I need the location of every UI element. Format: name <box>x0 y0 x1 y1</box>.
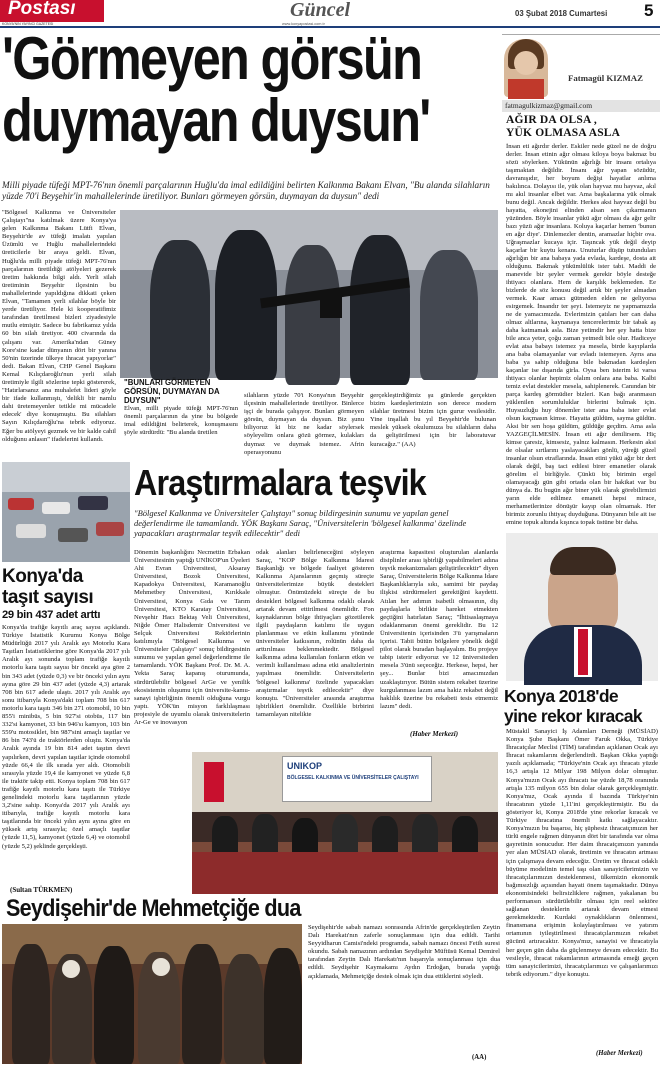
logo-subtitle: KONYA'NIN YAYINCI GAZETESİ <box>2 22 54 26</box>
export-credit: (Haber Merkezi) <box>596 1050 643 1057</box>
column-title-line1: AĞIR DA OLSA , <box>506 114 597 126</box>
traffic-body: Konya'da trafiğe kayıtlı araç sayısı açıklandı. Türkiye İstatistik Kurumu Konya Bölge Müdürlüğü 2017 yılı Aralık ayı Motorlu Kara Taşıtları İstatistiklerine göre Konya'da 2017 yılı Aralık ayı sonunda toplam trafiğe kayıtlı motorlu kara taşıtı sayısı bir önceki aya göre 2 bin 343 adet (yüzde 0,3) ve bir önceki yılın aynı ayına göre 29 bin 437 adet (yüzde 4,3) artarak 708 bin 617 adede ulaştı. 2017 yılı Aralık ayı sonu itibarıyla Konya'daki toplam 708 bin 617 motorlu kara taşıtı 346 bin 271 otomobil, 10 bin 855'i minibüs, 5 bin 927'si otobüs, 117 bin 332'si kamyonet, 33 bin 946'sı kamyon, 103 bin 559'u motosiklet, bin 987'sini amaçlı taşıtlar ve 86 bin 743'ü de traktörlerden oluştu. Konya'da Aralık ayında 19 bin 814 adet taşıtın devri yapılırken, devri yapılan taşıtlar içinde otomobil yüzde 66,4 ile ilk sırada yer aldı. Otomobili sırasıyla yüzde 19,4 ile kamyonet ve yüzde 6,8 ile traktör takip etti. Konya toplam 708 bin 617 trafiğe kayıtlı motorlu kara taşıtı ile Türkiye genelindeki motorlu kara taşıtlarının yüzde 3,2'sine sahip. Konya'da 2017 yılı Aralık ayı itibarıyla, trafiğe kayıtlı motorlu kara taşıtlarında bir önceki yılın aynı ayına göre en yüksek artış sırasıyla; özel amaçlı taşıtlar (yüzde 11,5), kamyonet (yüzde 6,4) ve otomobil (yüzde 5,2) şeklinde gerçekleşti. <box>2 624 130 850</box>
column-body: İnsan eti ağırdır derler. Eskiler nede güzel ne de doğru derler. İnsan etinin ağır olması kiloya boya bakmaz bu sözü söylerken. Yükünün ağırlığı bir insanı ortalıya taşımaktan değildir. İnsanı ağır yapan sözüdür, davranışıdır, her boyum değişi hayatlar anlıma bakılınca. Dolayısı ile, yük olan hayvaz mu hayvaz, akıl mı akıl insanlar elbet var. Ama başkalarına yük olmak bunu değil. Ancak değildir. Herkes aksi hayvaz değil bu hayatta, ekonejini elinden alsan sen çıkarmanın yüzünden. Böyle insanlar yükü ağır olması da ağır gelir bazı yüzü ağır insanlara. Koluya kaçarlar hemen 'bunun en ağır diye'. Dinlemezler dentin, aramazlar hiçbir ova. Uğraşmazlar kucaya içir. Taşıncak yük değil deyip kaçarlar bir kuytu kenara. Unuturlar düşüp tutunduları ağırlığın bir ana babaya yada evlada, kardeşe, dosta ait olduğunu. Bakmak yükümlülük ister tabi. Maddi de manevide bir şeyler vermek gerekir böyle desteğe ihtiyacı olanlara. Hem de karşılık beklemeden. Ee bizlerde de söz konusu değil artık bir şeyler almadan vermek. Kaar amacı gütmeden elden ne geliyorsa esirgemek. İnsandır ter şeyi. İstemeyiz ne yapmamızda ne de yamacımızda. Evlerimizin çatıları her can daha olmaz altlarına, kaynanaya tencerelerimiz bir tabak aş daha katmamak asla. Bize yetimdir her şey hatta bize bile anca yeter, çoğu zaman yetmedi bile olur. Hadiceye evlat atsa babayı istemez ya mesela, birde kayıplarda ana baba olamayanlar var evladı istemeyen. Ayrıs ana baba ya sahip olduğuna bile bakmadan kardeşlen kaçanlar ise dışarıda girla. Oysa ben isterim ki varsa ihtiyacı olanlar hepimiz olalım onlara ana baba. Kalbi temiz evlat destekler mesela, sahiplenerek. Canından bir parça kardeş görmüdier bizleri. Kan bağı aranmasın yüklenilen sorumluluklar birlerini bulmak için. Huysuzluğu huy dönemler ister ana baba ister evlat olsun kaçmasın kimse. Hayatta güldüm, sayma güldün. Aksi bir sen hoşa güldüm, güldüğe geçdim. Ama asla YAZGEÇİLMESİN. İnsan eti ağır denilirsem. Hiç kimse çaresiz, kimsesiz, yalnız kalmasın. Herkesin aksi de olsalar sırtlarını yaslayacakları gönlü, yüreği güzel insanlar olsun etraflarında. İnsan etini yükü ağır bir dert olarak değil, baş taci edilesi birer emanetler olarak görelim el birliğiyle. Çünkü biç birimin ergel olamayacağı gün gibi ortada olan bir hakikat var bu dünya da. Bu bugün ağır biner yük olarak görebilirmizi yarın elde edilmez emaneti hepsi mirace, merhametlerinize dönüşür kayıp olan olmamak. Her birimiz zorunlu ihtiyaç duyduğuna. Dünyanın bile ait ise emine topuk altında kışınca topak üstüne bir daha. <box>506 143 656 526</box>
research-credit: (Haber Merkezi) <box>410 730 459 738</box>
issue-date: 03 Şubat 2018 Cumartesi <box>515 9 608 18</box>
export-headline-line2: yine rekor kıracak <box>504 706 643 726</box>
banner-org: UNIKOP <box>287 761 323 771</box>
author-name: Fatmagül KIZMAZ <box>568 73 644 83</box>
research-photo <box>192 752 498 894</box>
lead-headline-line2: duymayan duysun' <box>2 87 430 154</box>
lead-deck: Milli piyade tüfeği MPT-76'nın önemli parçalarının Huğlu'da imal edildiğini belirten Kalkınma Bakanı Elvan, "Bu alanda silahların yüzde 70'i Beyşehir'in mahallelerinde üretiliyor. Bunları görmeyen görsün, duymayan da duysun" dedi <box>2 180 490 201</box>
prayer-body: Seydişehir'de sabah namazı sonrasında Afrin'de gerçekleştirilen Zeytin Dalı Harekatı'nın zaferle sonuçlanması için dua edildi. Tarihi Seyyidharun Camisi'ndeki programda, sabah namazı öncesi Fetih suresi okundu. Sabah namazının ardından Seydişehir Müftüsü Kemal Demirel tarafından Zeytin Dalı Harekatı'nın başarıyla sonuçlanması için dua edildi. Seydişehir Kaymakamı Aydın Erdoğan, burada yaptığı açıklamada, Mehmetçiğe destek olmak için dua ettiklerini söyledi. <box>308 924 500 980</box>
traffic-subhead: 29 bin 437 adet arttı <box>2 609 101 621</box>
research-column3: araştırma kapasitesi oluşturulan alanlarda disiplinler arası işbirliği yapabilmeleri adına teşvik mekanizmaları geliştirilecektir" diyen Saraç, Üniversitelerin Bölge Kalkınma İdare Başkanlıklarıyla sıkı, samimi bir paydaş ilişkisi sürdürmeleri gerektiğini kaydetti. Atılan her adımın isabetli olmasının, diş paydaşlarla birlikte hareket etmekten geçtiğini hatırlatan Saraç; "İhtisaslaşmaya odaklanmanın önemi gereklidir. Bu 12 Üniversitenin içerisinden 3'ü yarışmaların içerisi. Tabii bütün bölgelere yönelik değil pilot olarak buradan başlayalım. Bu projeye tabip isterir ediyoruz ve 12 üniversiteden mesela 3'ünü seçeceğiz. Herkese, hepsi, her şey... Bunlar bizi amacımızdan uzaklaştırıyor. Bütün sistem rekabet üzerine kurgulanması lazım ama hakiz rekabet değil haklılık üzerine bu rekabeti tesis etmemiz lazım" dedi. <box>380 549 498 710</box>
prayer-credit: (AA) <box>472 1054 487 1061</box>
lead-headline <box>2 25 498 154</box>
lead-caption-body: Elvan, milli piyade tüfeği MPT-76'nın önemli parçalarının da yine bu bölgede imal edildiğini belirterek, konuşmasını şöyle sürdürdü: "Bu alanda üretilen <box>124 405 238 437</box>
lead-column-right: gerçekleştirdiğimiz şu günlerde gerçekten bizim kardeşlerimizin son derece modern silahlar üretmesi bizim için gurur vesilesidir. Yine inşallah bu yıl Beyşehir'de bulunan meslek yüksek okulumuza bu silahların daha da geliştirilmesi için bir laboratuvar kuracağız." (AA) <box>370 392 496 448</box>
banner-text: BÖLGESEL KALKINMA VE ÜNİVERSİTELER ÇALIŞTAYI <box>287 775 419 781</box>
lead-photo <box>120 210 498 378</box>
research-banner <box>282 756 432 802</box>
logo-text: Postası <box>8 0 76 19</box>
lead-column1: "Bölgesel Kalkınma ve Üniversiteler Çalıştayı"na katılmak üzere Konya'ya gelen Kalkınma Bakanı Lütfi Elvan, Beyşehir'de av tüfeği imalatı yapılan Üzümlü ve Huğlu mahallelerindeki üreticilerle bir araya geldi. Elvan, Huğlu'da milli piyade tüfeği MPT-76'nın parçalarının üretildiği atölyeleri gezerek üretim hakkında bilgi aldı. Yerli silah üretiminin Beyşehir ilçesinin bu mahallelerinde yapıldığına dikkati çeken Elvan, "Tamamen yerli silahlar böyle bir yerde üretiliyor. Hele ki kooperatifimiz tarafından üretilmesi bizleri ziyadesiyle mutlu etmiştir. Sadece bu fabrikamız yılda 60 bin silah üretiyor. 400 civarında da çalışanı var. Amerika'ndan Güney Kore'sine kadar dünyanın dört bir yanına 50'nin üzerinde ülkeye ihracat yapıyorlar" dedi. Bakan Elvan, CHP Genel Başkanı Kemal Kılıçdaroğlu'nun yerli silah üretimiyle ilgili sözlerine tepki göstererek, "Hatırlarsanız ana muhalefet lideri göyle bir ifade kullanmıştı, 'delikli bir namlu dahi üretemeyenler tetikle mi mücadele edecek' diye konuşmuştu. Bu silahları Sayın Kılıçdaroğlu'na tebrik ediyoruz. Eğer bu atölyeyi gezmek ve bir kalde cahil olduğunu anlasın" ifadelerini kullandı. <box>2 209 116 443</box>
export-headline-line1: Konya 2018'de <box>504 686 619 706</box>
lead-column-mid: silahların yüzde 70'i Konya'nın Beyşehir ilçesinin mahallelerinde üretiliyor. Binlerce işçi de burada çalışıyor. Bunları görmeyen görsün, duymayan da duysun. Biz şunu biliyoruz ki biz ne kadar söylersek söyleyelim onlara gözü görmez, kulakları duymaz ve duymak istemez. Afrin operasyonunu <box>244 392 364 456</box>
traffic-headline <box>2 566 130 608</box>
author-photo <box>504 39 548 97</box>
traffic-credit: (Sultan TÜRKMEN) <box>10 886 73 894</box>
lead-headline-line1: 'Görmeyen görsün <box>2 25 422 92</box>
traffic-photo <box>2 462 130 562</box>
column-author-box <box>502 34 660 110</box>
logo <box>0 0 104 22</box>
prayer-headline: Seydişehir'de Mehmetçiğe dua <box>6 895 301 922</box>
section-title: Güncel <box>290 0 350 21</box>
column-title-line2: YÜK OLMASA ASLA <box>506 126 621 139</box>
masthead <box>0 0 660 28</box>
research-deck: "Bölgesel Kalkınma ve Üniversiteler Çalıştayı" sonuç bildirgesinin sunumu ve yapılan genel değerlendirme ile tamamlandı. YÖK Başkanı Saraç, "Üniversitelerin 'bölgesel kalkınma' özelinde yapacakları araştırmalar teşvik edilecektir" dedi <box>134 508 467 539</box>
site-url: www.konyapostasi.com.tr <box>282 22 325 26</box>
column-title <box>506 114 656 139</box>
page-number: 5 <box>644 1 654 20</box>
research-column1: Dönemin başkanlığını Necmettin Erbakan Üniversitesinin yaptığı UNİKOP'un Üyeleri Ahi Evran Üniversitesi, Aksaray Üniversitesi, Bozok Üniversitesi, Kapadokya Üniversitesi, Karamanoğlu Mehmetbey Üniversitesi, Kırıkkale Üniversitesi, Konya Gıda ve Tarım Üniversitesi, KTO Karatay Üniversitesi, Nevşehir Hacı Bektaş Veli Üniversitesi, Niğde Ömer Halisdemir Üniversitesi ve Selçuk Üniversitesi Rektörlerinin katılımıyla "Bölgesel Kalkınma ve Üniversiteler Çalıştayı" sonuç bildirgesinin sunumu ve yapılan genel değerlendirme ile tamamlandı. YÖK Başkanı Prof. Dr. M. A. Yekta Saraç kapanış oturumunda, sürdürülebilir bölgesel ArGe ve yenilik ekosistemin oluşumu için üniversite-kamu-sanayi işbirliğinin önemli olduğuna vurgu yaptı. YÖK'ün misyon farklılaşması projesiyle de uyumlu olarak üniversitelerin Ar-Ge ve inovasyon <box>134 549 251 726</box>
research-column2: odak alanları belirleneceğini söyleyen Saraç, "KOP Bölge Kalkınma İdaresi Başkanlığı ve bölgede faaliyet gösteren Kalkınma Ajanslarının geçmiş süreçte üniversitelerimize büyük destekleri olmuştur. Önümüzdeki süreçte de bu destekleri bölgesel kalkınma odaklı olarak artarak devam ettirilmesi önemlidir. Fon kaynaklarının bölge ihtiyaçları gözetilerek ilgili paydaşların katılımı ile uygun planlanması ve etkin kullanımı yönünde üniversiteler katkısının, rolünün daha da arttırılması beklenmektedir. Bölgesel kalkınma adına kullanılan fonların etkin ve verimli kullanılması adına etki analizlerinin yapılması önemlidir. Üniversitelerin 'bölgesel kalkınma' özelinde yapacakları araştırmalar teşvik edilecektir" diye konuştu. "Üniversiteler arasında araştırma işbirlikleri önemlidir. Özellikle birbirini tamamlayan nitelikte <box>256 549 374 718</box>
prayer-photo <box>2 924 302 1064</box>
research-headline: Araştırmalara teşvik <box>134 462 426 503</box>
author-email: fatmagulkizmaz@gmail.com <box>502 100 660 112</box>
lead-photo-caption: "BUNLARI GÖRMEYEN GÖRSÜN, DUYMAYAN DA DUYSUN" <box>124 378 220 405</box>
export-headline <box>504 686 660 726</box>
traffic-headline-line1: Konya'da <box>2 566 83 587</box>
export-body: Müstakil Sanayici İş Adamları Derneği (MÜSİAD) Konya Şube Başkanı Ömer Faruk Okka, Türkiye İhracatçılar Meclisi (TİM) tarafından açıklanan Ocak ayı İhracat rakamlarını değerlendirdi. Başkan Okka yaptığı yazılı açıklamada; "Türkiye'nin Ocak ayı ihracatı yüzde 16,3 artışla 12 Milyar 198 Milyon dolar olmuştur. Konya'mızın Ocak ayı ihracatı ise yüzde 18,78 oranında artışla 135 milyon 655 bin dolar olarak gerçekleşmiştir. Konya'mız, Ocak ayında il bazında Türkiye'nin ihracatının yüzde 1,11'ini gerçekleştirmiştir. Bu da gösteriyor ki, Konya 2018'de yine rekorlar kıracak ve Türkiye ihracatına önemli katkı sağlayacaktır. Konya'mızın bu başarısı, hiç şüphesiz ihracatçımızın her türlü engele rağmen dünyanın dört bir tarafında var olma gayretinin sonucudur. Her daim ihracatçımızın yanında yer alan MÜSİAD olarak, üretimin ve ihracatın artması için çalışmaya devam edeceğiz. Üretim ve ihracat odaklı büyüme modelinin temel taşı olan sanayicilerimizin ve ihracatçılarımızın desteklenmesi, ülkemizin ekonomik bağımsızlığı açısından hayati önem taşımaktadır. Dünya ekonomisindeki belirsizliklere rağmen, yakalanan bu performansın sürdürülebilir olması için reel sektöre sağlanan desteklerin artarak devam etmesi gerekmektedir. Kurdaki oynaklıkların önlenmesi, finansmana erişimin kolaylaştırılması ve yatırım ortamının iyileştirilmesi ihracatçılarımızın rekabet gücünü artıracaktır. Konya'mız, sanayisi ve ihracatıyla her geçen gün daha da güçlenmeye devam edecektir. Bu vesileyle, ihracat rakamlarının artmasında emeği geçen tüm sanayicilerimizi, ihracatçılarımızı ve çalışanlarımızı tebrik ediyorum." diye konuştu. <box>506 728 658 978</box>
export-photo <box>506 533 658 681</box>
traffic-headline-line2: taşıt sayısı <box>2 587 94 608</box>
